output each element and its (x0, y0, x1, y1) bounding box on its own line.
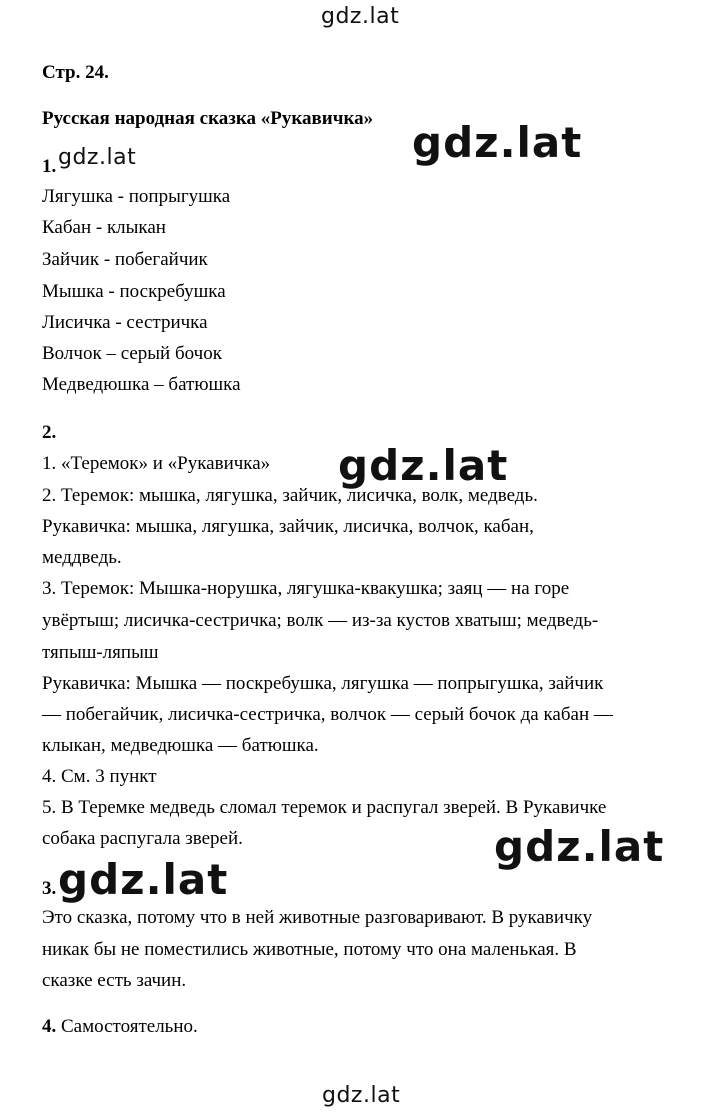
page-label: Стр. 24. (42, 62, 109, 83)
document-title: Русская народная сказка «Рукавичка» (42, 108, 374, 129)
section-1-line: Медведюшка – батюшка (42, 374, 241, 395)
watermark-large-3: gdz.lat (494, 822, 665, 871)
section-1-line: Лисичка - сестричка (42, 312, 208, 333)
watermark-large-1: gdz.lat (412, 118, 583, 167)
section-3-line: Это сказка, потому что в ней животные разговаривают. В рукавичку (42, 907, 593, 928)
section-1-line: Зайчик - побегайчик (42, 249, 208, 270)
section-2-line: собака распугала зверей. (42, 828, 243, 849)
section-2-line: — побегайчик, лисичка-сестричка, волчок — серый бочок да кабан — (42, 704, 613, 725)
section-2-line: 3. Теремок: Мышка-норушка, лягушка-квакушка; заяц — на горе (42, 578, 570, 599)
watermark-bottom: gdz.lat (322, 1083, 401, 1108)
watermark-large-2: gdz.lat (338, 441, 509, 490)
section-2-line: меддведь. (42, 547, 122, 568)
section-1-number: 1. (42, 156, 57, 177)
section-2-line: 4. См. 3 пункт (42, 766, 157, 787)
section-2-line: увёртыш; лисичка-сестричка; волк — из-за кустов хватыш; медведь- (42, 610, 599, 631)
section-3-line: сказке есть зачин. (42, 970, 187, 991)
watermark-large-4: gdz.lat (58, 855, 229, 904)
section-3-line: никак бы не поместились животные, потому что она маленькая. В (42, 939, 577, 960)
section-2-line: 1. «Теремок» и «Рукавичка» (42, 453, 271, 474)
section-2-line: 2. Теремок: мышка, лягушка, зайчик, лисичка, волк, медведь. (42, 485, 538, 506)
section-2-line: клыкан, медведюшка — батюшка. (42, 735, 319, 756)
section-1-line: Волчок – серый бочок (42, 343, 222, 364)
section-1-line: Лягушка - попрыгушка (42, 186, 231, 207)
section-1-line: Мышка - поскребушка (42, 281, 226, 302)
section-2-number: 2. (42, 422, 57, 443)
section-3-number: 3. (42, 878, 57, 899)
watermark-top: gdz.lat (321, 4, 400, 29)
section-4-text: Самостоятельно. (61, 1016, 198, 1037)
section-2-line: тяпыш-ляпыш (42, 642, 159, 663)
watermark-section-1: gdz.lat (58, 145, 137, 170)
section-2-line: 5. В Теремке медведь сломал теремок и распугал зверей. В Рукавичке (42, 797, 607, 818)
section-2-line: Рукавичка: мышка, лягушка, зайчик, лисичка, волчок, кабан, (42, 516, 534, 537)
section-1-line: Кабан - клыкан (42, 217, 166, 238)
section-4-number: 4. (42, 1016, 57, 1037)
section-2-line: Рукавичка: Мышка — поскребушка, лягушка — попрыгушка, зайчик (42, 673, 604, 694)
section-4 (42, 1016, 198, 1038)
